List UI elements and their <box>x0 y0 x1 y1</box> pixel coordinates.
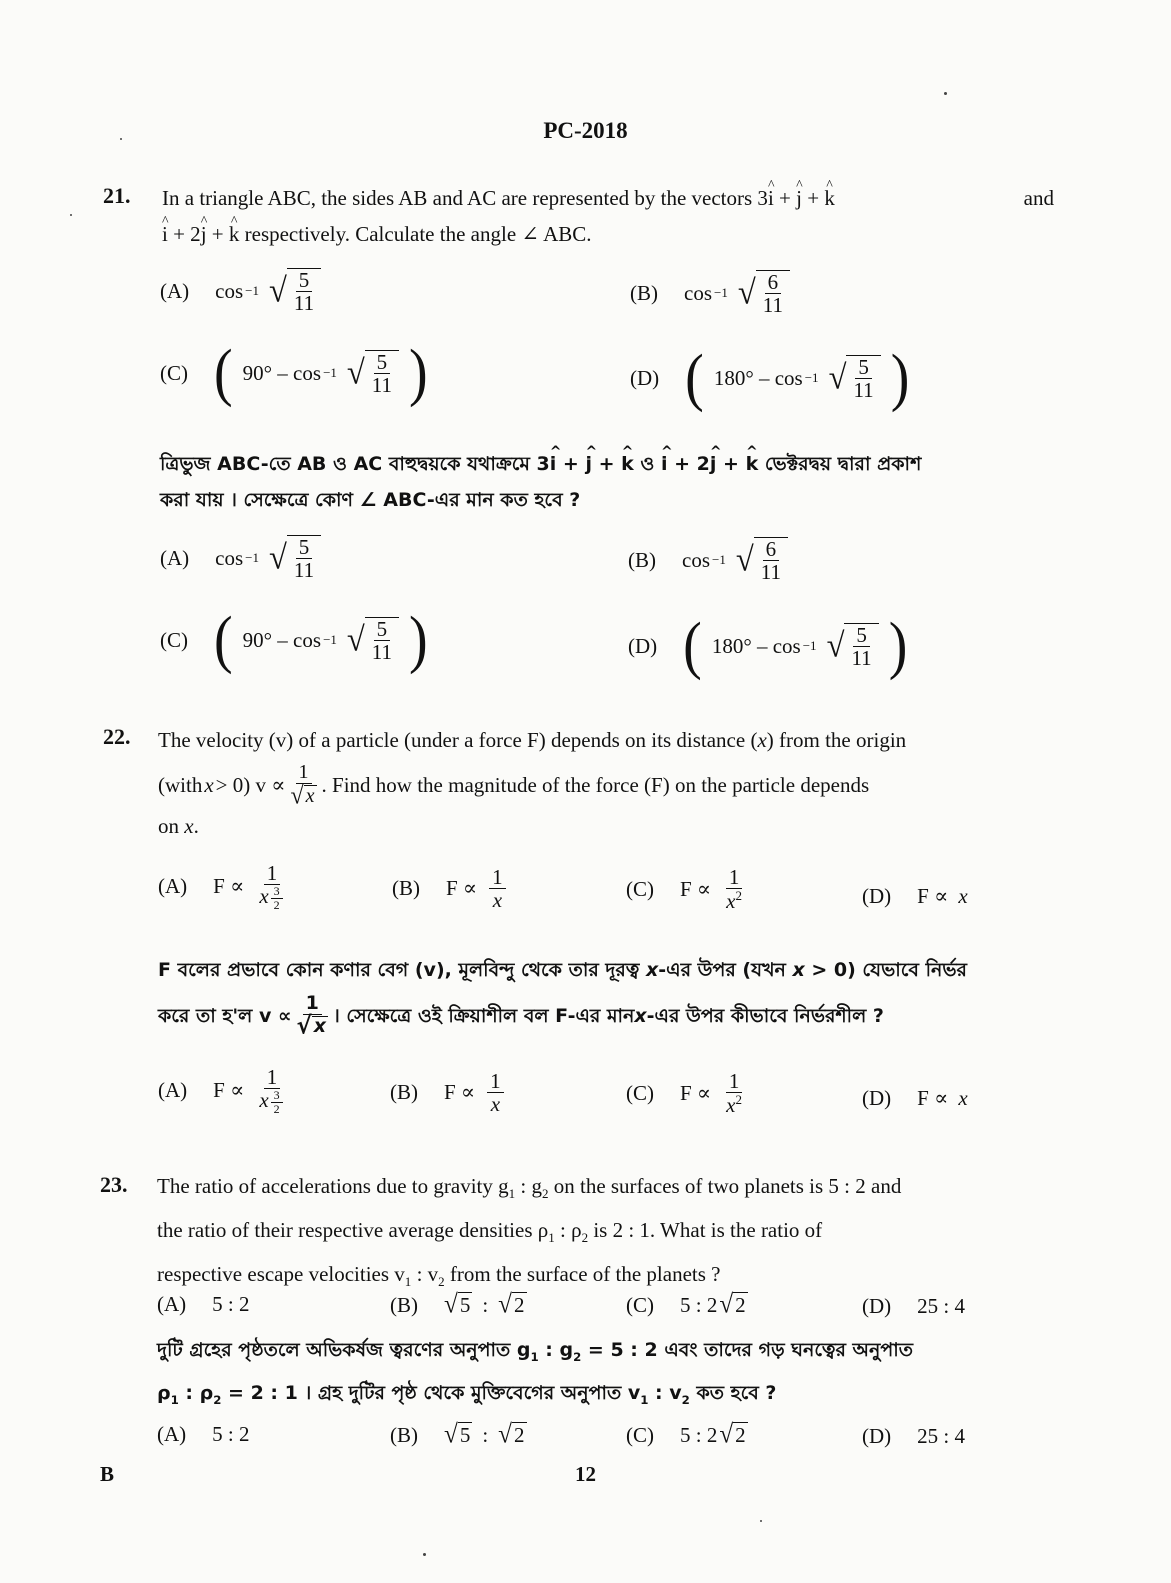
scan-speck <box>423 1553 426 1556</box>
question-22-option-d-bn[interactable]: (D) F ∝ x <box>862 1086 968 1110</box>
question-21-option-d-en[interactable]: (D) ( 180° – cos −1 √ $\frac{5}{11}$ ) <box>630 342 910 414</box>
question-22-option-b-en[interactable]: (B) F ∝ $\frac{1}{x}$ <box>392 866 508 911</box>
scan-speck <box>760 1520 762 1522</box>
question-23-option-b-bn[interactable]: (B) √ 5 : √ 2 <box>390 1420 525 1450</box>
question-21-option-b-bn[interactable]: (B) cos −1 √ $\frac{6}{11}$ <box>628 537 788 583</box>
question-21-stem-bn: ত্রিভুজ ABC-তে AB ও AC বাহুদ্বয়কে যথাক্রমে 3i ^ + j ^ + k ^ ও i ^ + 2j ^ + k ^ ভেক্টরদ্বয় দ্বারা প্রকাশ করা যায় । সেক্ষেত্রে কোণ ∠ ABC-এর মান কত হবে ? <box>160 446 1054 518</box>
question-21-option-c-bn[interactable]: (C) ( 90° – cos −1 √ $\frac{5}{11}$ ) <box>160 604 428 676</box>
question-21-option-a-bn[interactable]: (A) cos −1 √ $\frac{5}{11}$ <box>160 535 321 581</box>
question-23-option-d-en[interactable]: (D) 25 : 4 <box>862 1294 965 1318</box>
question-23-number: 23. <box>100 1172 128 1197</box>
question-22-option-d-en[interactable]: (D) F ∝ x <box>862 884 968 908</box>
question-22-option-c-bn[interactable]: (C) F ∝ $\frac{1}{x^2}$ <box>626 1069 742 1118</box>
question-23-option-d-bn[interactable]: (D) 25 : 4 <box>862 1424 965 1448</box>
paper-code: PC-2018 <box>543 118 628 143</box>
question-21-number: 21. <box>103 183 131 208</box>
question-23-option-b-en[interactable]: (B) √ 5 : √ 2 <box>390 1290 525 1320</box>
scan-speck <box>944 92 947 95</box>
question-23-option-c-en[interactable]: (C) 5 : 2 √ 2 <box>626 1290 746 1320</box>
question-22-option-a-en[interactable]: (A) F ∝ 1 x $\frac{3}{2}$ <box>158 862 290 911</box>
question-21-option-a-en[interactable]: (A) cos −1 √ $\frac{5}{11}$ <box>160 268 321 314</box>
question-22-option-b-bn[interactable]: (B) F ∝ $\frac{1}{x}$ <box>390 1070 506 1115</box>
question-21-stem-en: In a triangle ABC, the sides AB and AC are represented by the vectors 3i ^ + j ^ + k ^ and i ^ + 2j ^ + k ^ respectively. Calculate the angle ∠ ABC. <box>162 180 1054 252</box>
question-21-option-b-en[interactable]: (B) cos −1 √ $\frac{6}{11}$ <box>630 270 790 316</box>
question-23-option-a-bn[interactable]: (A) 5 : 2 <box>157 1422 250 1446</box>
question-23-option-a-en[interactable]: (A) 5 : 2 <box>157 1292 250 1316</box>
set-letter: B <box>100 1462 115 1486</box>
question-22-number: 22. <box>103 724 131 749</box>
page-number: 12 <box>575 1462 596 1486</box>
question-22-stem-en: The velocity (v) of a particle (under a force F) depends on its distance (x) from the origin (with x > 0) v ∝ 1 √ x . Find how the magnitude of the force (F) on the particle depends on x. <box>158 728 907 838</box>
question-22-stem-bn: F বলের প্রভাবে কোন কণার বেগ (v), মূলবিন্দু থেকে তার দূরত্ব x-এর উপর (যখন x > 0) যেভাবে নির্ভর করে তা হ'ল v ∝ 1 √ x । সেক্ষেত্রে ওই ক্রিয়াশীল বল F-এর মান x -এর উপর কীভাবে নির্ভরশীল ? <box>158 959 967 1040</box>
question-23-option-c-bn[interactable]: (C) 5 : 2 √ 2 <box>626 1420 746 1450</box>
question-23-stem-en: The ratio of accelerations due to gravity $g_1$ : $g_2$ on the surfaces of two planets is 5 : 2 and the ratio of their respective average densities $\rho_1$ : $\rho_2$ is 2 : 1. What is the ratio of respective escape velocities $v_1$ : $v_2$ from the surface of the planets ? <box>157 1174 902 1290</box>
question-23-stem-bn: দুটি গ্রহের পৃষ্ঠতলে অভিকর্ষজ ত্বরণের অনুপাত $g_1$ : $g_2 = 5$ : 2 এবং তাদের গড় ঘনত্বের অনুপাত $\rho_1$ : $\rho_2 = 2$ : 1 । গ্রহ দুটির পৃষ্ঠ থেকে মুক্তিবেগের অনুপাত $v_1$ : $v_2$ কত হবে ? <box>157 1339 913 1407</box>
question-22-option-a-bn[interactable]: (A) F ∝ 1 x $\frac{3}{2}$ <box>158 1066 290 1115</box>
scan-speck <box>120 138 122 140</box>
question-21-option-d-bn[interactable]: (D) ( 180° – cos −1 √ $\frac{5}{11}$ ) <box>628 610 908 682</box>
question-22-option-c-en[interactable]: (C) F ∝ $\frac{1}{x^2}$ <box>626 865 742 914</box>
question-21-option-c-en[interactable]: (C) ( 90° – cos −1 √ $\frac{5}{11}$ ) <box>160 337 428 409</box>
scan-speck <box>70 214 72 216</box>
